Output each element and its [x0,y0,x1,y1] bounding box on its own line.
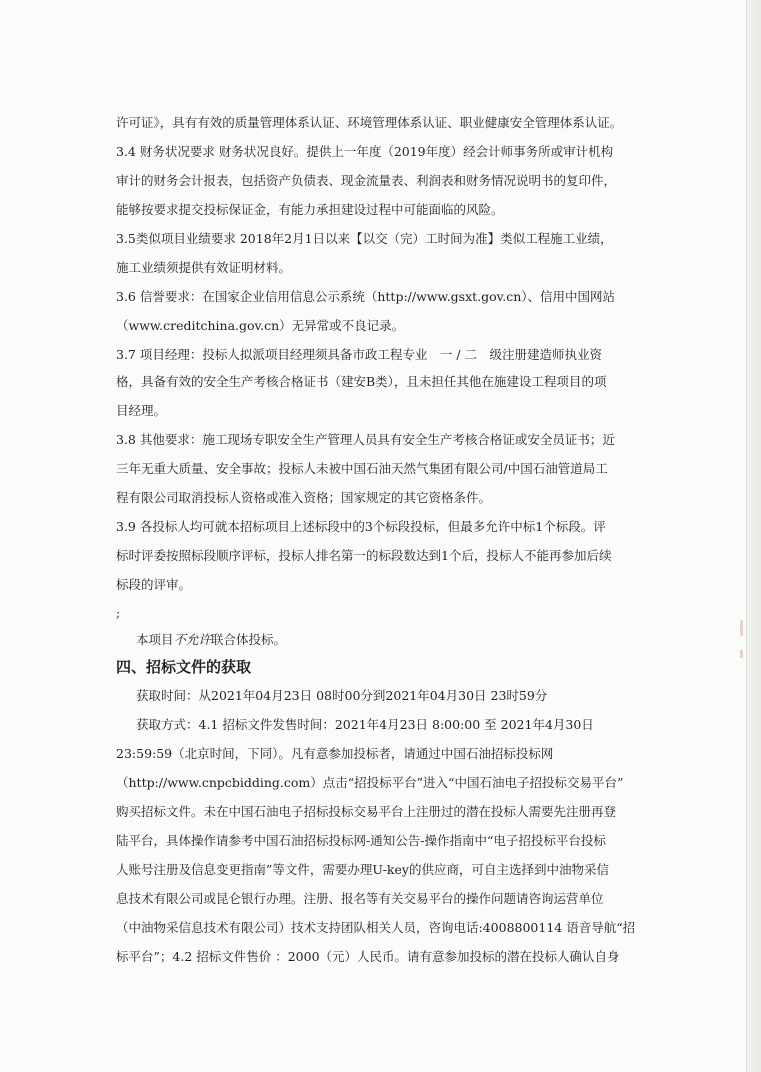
text-line: 许可证》，具有有效的质量管理体系认证、环境管理体系认证、职业健康安全管理体系认证。 [116,115,623,130]
text-span-italic: 不允许 [173,632,212,647]
section-heading: 四、招标文件的获取 [116,658,252,676]
consortium-note [136,632,286,648]
stamp-mark [740,650,743,658]
text-line: 息技术有限公司或昆仑银行办理。注册、报名等有关交易平台的操作问题请咨询运营单位 [116,891,604,906]
text-line: 3.8 其他要求：施工现场专职安全生产管理人员具有安全生产考核合格证或安全员证书；近 [116,432,615,447]
text-line: 人账号注册及信息变更指南”等文件，需要办理U-key的供应商，可自主选择到中油物采信 [116,862,609,877]
text-line: （http://www.cnpcbidding.com）点击“招投标平台”进入“中国石油电子招投标交易平台” [116,775,624,790]
text-line: 购买招标文件。未在中国石油电子招标投标交易平台上注册过的潜在投标人需要先注册再登 [116,804,617,819]
text-line: 3.6 信誉要求：在国家企业信用信息公示系统（http://www.gsxt.gov.cn）、信用中国网站 [116,289,616,304]
text-line: 获取时间：从2021年04月23日 08时00分到2021年04月30日 23时59分 [136,688,548,703]
text-line: 获取方式：4.1 招标文件发售时间：2021年4月23日 8:00:00 至 2021年4月30日 [136,717,594,732]
text-line: 目经理。 [116,403,167,418]
text-line: 标平台”；4.2 招标文件售价 ：2000（元）人民币。请有意参加投标的潜在投标人确认自身 [116,949,620,964]
text-line: 施工业绩须提供有效证明材料。 [116,260,292,275]
text-line: 标时评委按照标段顺序评标，投标人排名第一的标段数达到1个后，投标人不能再参加后续 [116,548,612,563]
text-line: 能够按要求提交投标保证金，有能力承担建设过程中可能面临的风险。 [116,202,504,217]
text-line: 陆平台，具体操作请参考中国石油招标投标网-通知公告-操作指南中“电子招投标平台投标 [116,833,606,848]
text-line: 格，具备有效的安全生产考核合格证书（建安B类），且未担任其他在施建设工程项目的项 [116,374,607,389]
text-line: 3.4 财务状况要求 财务状况良好。提供上一年度（2019年度）经会计师事务所或审计机构 [116,144,614,159]
text-line: 3.5类似项目业绩要求 2018年2月1日以来【以交（完）工时间为准】类似工程施工业绩， [116,231,613,246]
text-span: 本项目 [136,632,174,647]
text-span: 联合体投标。 [211,632,287,647]
text-line: （中油物采信息技术有限公司）技术支持团队相关人员，咨询电话:4008800114 语音导航“招 [116,920,636,935]
text-line: 3.9 各投标人均可就本招标项目上述标段中的3个标段投标，但最多允许中标1个标段。评 [116,519,606,534]
page-edge [746,0,761,1072]
text-line: 23:59:59（北京时间，下同）。凡有意参加投标者，请通过中国石油招标投标网 [116,746,554,761]
text-line: （www.creditchina.gov.cn）无异常或不良记录。 [116,318,405,333]
text-line: ; [116,605,121,620]
text-line: 审计的财务会计报表，包括资产负债表、现金流量表、利润表和财务情况说明书的复印件， [116,173,617,188]
text-line: 程有限公司取消投标人资格或准入资格；国家规定的其它资格条件。 [116,490,492,505]
text-line: 标段的评审。 [116,577,192,592]
text-line: 3.7 项目经理：投标人拟派项目经理须具备市政工程专业 一 / 二 级注册建造师执业资 [116,347,603,362]
stamp-mark [740,620,743,636]
text-line: 三年无重大质量、安全事故；投标人未被中国石油天然气集团有限公司/中国石油管道局工 [116,461,608,476]
